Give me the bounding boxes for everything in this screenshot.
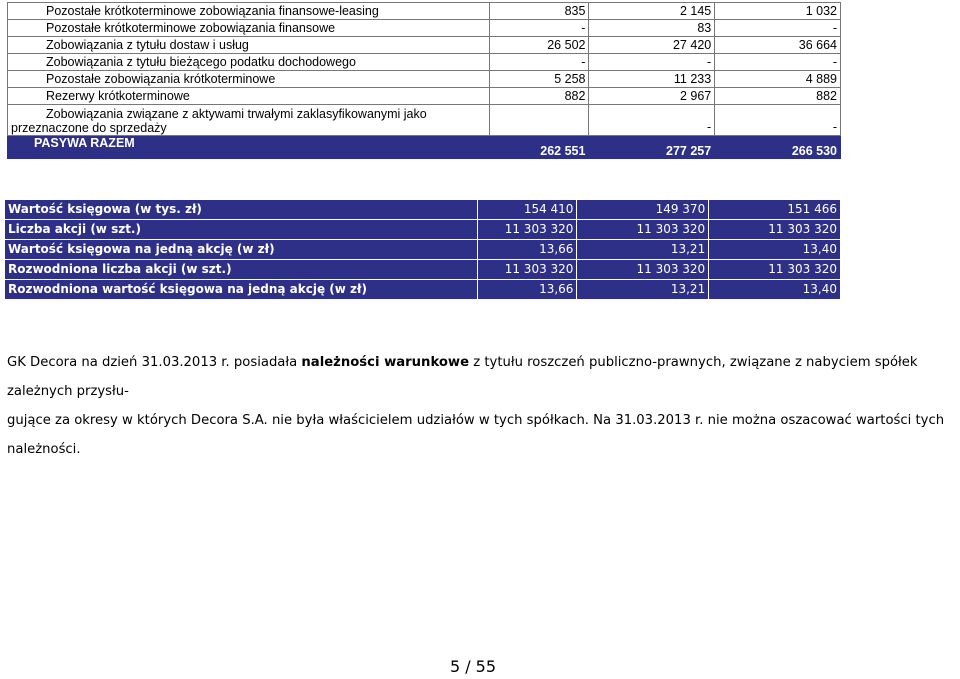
row-label: Pozostałe krótkoterminowe zobowiązania finansowe: [8, 20, 490, 37]
row-label: Rozwodniona wartość księgowa na jedną akcję (w zł): [5, 280, 478, 300]
total-label: PASYWA RAZEM: [8, 136, 490, 159]
cell-value: 154 410: [477, 200, 577, 220]
cell-value: 13,40: [709, 280, 841, 300]
row-label: Zobowiązania z tytułu bieżącego podatku dochodowego: [8, 54, 490, 71]
row-label-line2: przeznaczone do sprzedaży: [11, 121, 167, 135]
cell-value: -: [715, 105, 841, 136]
cell-value: 5 258: [489, 71, 589, 88]
cell-value: 26 502: [489, 37, 589, 54]
table-row: [8, 88, 841, 105]
cell-value: 11 303 320: [709, 260, 841, 280]
table-row: [8, 105, 841, 136]
cell-value: 149 370: [577, 200, 709, 220]
cell-value: 2 967: [589, 88, 715, 105]
cell-value: 2 145: [589, 3, 715, 20]
cell-value: -: [489, 20, 589, 37]
table-row: [5, 260, 841, 280]
total-value: 262 551: [489, 136, 589, 159]
cell-value: 882: [715, 88, 841, 105]
cell-value: -: [589, 54, 715, 71]
total-value: 277 257: [589, 136, 715, 159]
table-row: [5, 240, 841, 260]
cell-value: 27 420: [589, 37, 715, 54]
table-row: [8, 20, 841, 37]
paragraph-text: gujące za okresy w których Decora S.A. nie była właścicielem udziałów w tych spółkach. Na 31.03.2013 r. nie można oszacować wartości tych należności.: [7, 413, 945, 457]
row-label: Rozwodniona liczba akcji (w szt.): [5, 260, 478, 280]
cell-value: -: [715, 54, 841, 71]
cell-value: 83: [589, 20, 715, 37]
row-label: Wartość księgowa na jedną akcję (w zł): [5, 240, 478, 260]
table-row: [8, 37, 841, 54]
cell-value: 11 303 320: [709, 220, 841, 240]
cell-value: 11 233: [589, 71, 715, 88]
cell-value: 835: [489, 3, 589, 20]
table-row: [5, 220, 841, 240]
cell-value: 4 889: [715, 71, 841, 88]
cell-value: 13,66: [477, 280, 577, 300]
cell-value: 13,21: [577, 280, 709, 300]
row-label: Wartość księgowa (w tys. zł): [5, 200, 478, 220]
cell-value: -: [715, 20, 841, 37]
row-label: [8, 105, 490, 136]
page-number: 5 / 55: [449, 657, 497, 676]
table-row: [5, 280, 841, 300]
row-label: Liczba akcji (w szt.): [5, 220, 478, 240]
row-label: Rezerwy krótkoterminowe: [8, 88, 490, 105]
paragraph-text: z tytułu roszczeń publiczno-prawnych, związane z nabyciem spółek zależnych przysłu-: [7, 355, 918, 399]
cell-value: 11 303 320: [477, 260, 577, 280]
cell-value: -: [589, 105, 715, 136]
cell-value: 11 303 320: [577, 220, 709, 240]
row-label: Zobowiązania z tytułu dostaw i usług: [8, 37, 490, 54]
table-row: [8, 3, 841, 20]
cell-value: 1 032: [715, 3, 841, 20]
cell-value: 36 664: [715, 37, 841, 54]
cell-value: -: [489, 54, 589, 71]
cell-value: 11 303 320: [477, 220, 577, 240]
table-row: [8, 54, 841, 71]
row-label-line1: Zobowiązania związane z aktywami trwałymi zaklasyfikowanymi jako: [46, 107, 427, 121]
cell-value: 13,21: [577, 240, 709, 260]
book-value-table: [4, 199, 841, 300]
cell-value: 13,66: [477, 240, 577, 260]
cell-value: 11 303 320: [577, 260, 709, 280]
total-value: 266 530: [715, 136, 841, 159]
total-row: [8, 136, 841, 159]
paragraph-bold-text: należności warunkowe: [301, 355, 470, 370]
cell-value: 151 466: [709, 200, 841, 220]
contingent-receivables-paragraph: [7, 348, 960, 464]
cell-value: 13,40: [709, 240, 841, 260]
liabilities-table: [7, 2, 841, 159]
row-label: Pozostałe krótkoterminowe zobowiązania finansowe-leasing: [8, 3, 490, 20]
table-row: [8, 71, 841, 88]
cell-value: [489, 105, 589, 136]
cell-value: 882: [489, 88, 589, 105]
paragraph-text: GK Decora na dzień 31.03.2013 r. posiadała: [7, 355, 302, 370]
table-row: [5, 200, 841, 220]
row-label: Pozostałe zobowiązania krótkoterminowe: [8, 71, 490, 88]
